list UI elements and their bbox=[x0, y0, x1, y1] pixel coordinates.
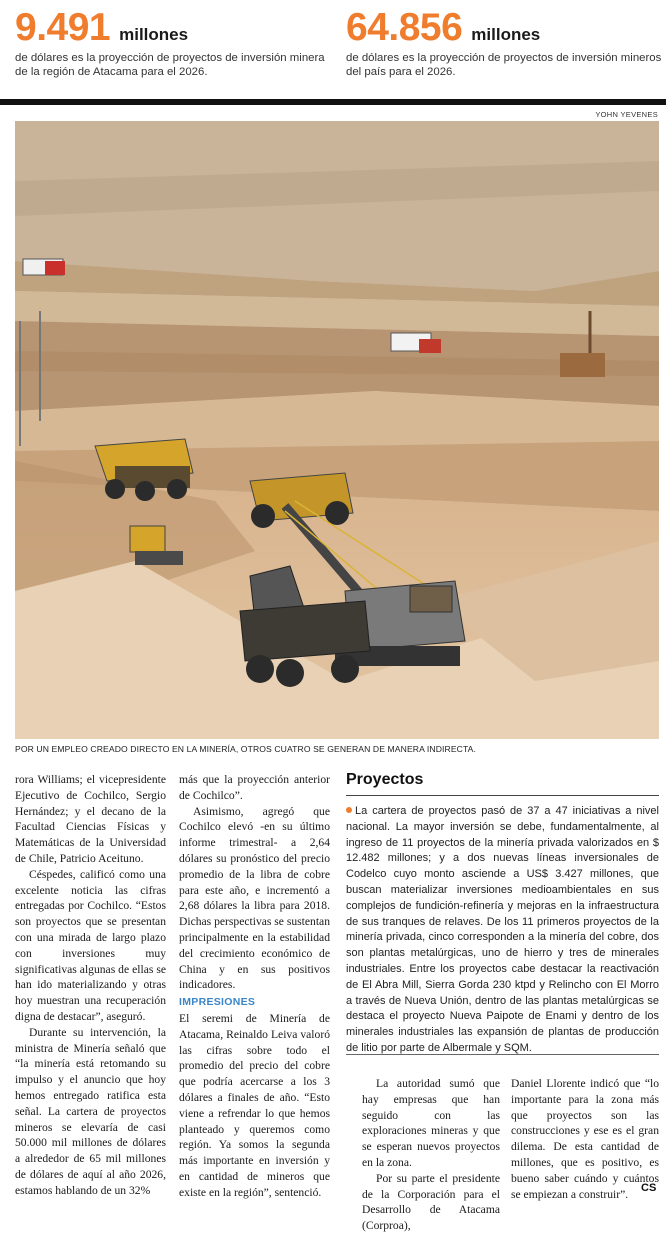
stat-description: de dólares es la proyección de proyectos de inversión minera de la región de Atacama para el 2026. bbox=[15, 52, 325, 78]
box-text: La cartera de proyectos pasó de 37 a 47 iniciativas a nivel nacional. La mayor inversión se debe, fundamentalmente, al ingreso de 11 proyectos de la minería privada valorizados en $ 12.482 millones; y a dos nuevas líneas inversionales de Codelco cuyo monto asciende a US$ 3.427 millones, que buscan materializar inversiones medioambientales en sus complejos de fundición-refinería y mejoras en la infraestructura de sus tranques de relaves. De los 11 primeros proyectos de la minería privada, cinco corresponden a la minería del cobre, dos son plantas metalúrgicas, uno de hierro y tres de minerales industriales. Entre los proyectos cabe destacar la reactivación de El Abra Mill, Sierra Gorda 230 ktpd y Relincho con El Morro a través de Nueva Unión, dentro de las plantas metalúrgicas se destaca el proyecto Nueva Paipote de Enami y dentro de los minerales industriales las expansión de plantas de producción de litio por parte de Albermale y SQM. bbox=[346, 805, 659, 1054]
stat-description: de dólares es la proyección de proyectos de inversión mineros del país para el 2026. bbox=[346, 52, 662, 78]
box-bottom-divider bbox=[346, 1054, 659, 1055]
box-body bbox=[346, 804, 659, 1057]
article-column-4 bbox=[511, 1076, 659, 1202]
stat-number: 9.491 bbox=[15, 6, 111, 49]
box-divider bbox=[346, 795, 659, 796]
article-column-2 bbox=[179, 772, 330, 1201]
paragraph: más que la proyección anterior de Cochilco”. bbox=[179, 773, 330, 802]
subhead-impresiones: IMPRESIONES bbox=[179, 996, 256, 1009]
mining-pit-photo bbox=[15, 121, 659, 739]
paragraph: La autoridad sumó que hay empresas que han seguido con las exploraciones mineras y que se esperan nuevos proyectos en la zona. bbox=[362, 1077, 500, 1169]
paragraph: rora Williams; el vicepresidente Ejecutivo de Cochilco, Sergio Hernández; y el decano de la Facultad Ciencias Físicas y Matemáticas de la Universidad de Chile, Patricio Aceituno. bbox=[15, 773, 166, 865]
stat-unit: millones bbox=[471, 25, 541, 44]
article-column-1 bbox=[15, 772, 166, 1199]
stat-national bbox=[346, 8, 664, 79]
header-divider bbox=[0, 99, 666, 105]
bullet-icon bbox=[346, 807, 352, 813]
end-mark-logo: CS bbox=[641, 1182, 657, 1194]
paragraph: Asimismo, agregó que Cochilco elevó -en su último informe trimestral- a 2,64 dólares su pronóstico del precio promedio de la libra de cobre para este año, e incrementó a 2,68 dólares la libra para 2018. Dichas perspectivas se sustentan principalmente en la estabilidad del crecimiento económico de China y en sus positivos indicadores. bbox=[179, 804, 330, 992]
photo-credit: YOHN YEVENES bbox=[595, 110, 658, 119]
article-column-3 bbox=[362, 1076, 500, 1234]
photo-caption: POR UN EMPLEO CREADO DIRECTO EN LA MINERÍA, OTROS CUATRO SE GENERAN DE MANERA INDIRECTA. bbox=[15, 744, 476, 754]
box-title: Proyectos bbox=[346, 771, 424, 788]
paragraph: Céspedes, calificó como una excelente noticia las cifras entregadas por Cochilco. “Estos son proyectos que se presentan con una mirada de largo plazo con inversiones muy significativas algunas de ellas se han ido materializando y otras hoy muestran una recuperación digna de destacar”, aseguró. bbox=[15, 867, 166, 1023]
stat-atacama bbox=[15, 8, 335, 79]
stat-unit: millones bbox=[119, 25, 189, 44]
paragraph: Daniel Llorente indicó que “lo importante para la zona más que proyectos son las construcciones y ese es el gran dilema. De esta cantidad de millones, que es positivo, es bueno saber cuándo y cuántos se empiezan a construir”. bbox=[511, 1077, 659, 1201]
stat-number: 64.856 bbox=[346, 6, 463, 49]
paragraph: Durante su intervención, la ministra de Minería señaló que “la minería está retomando su impulso y el anuncio que hoy hemos entregado ratifica esta señal. La cartera de proyectos mineros se elevaría de casi 50.000 mil millones de dólares a alrededor de 65 mil millones de dólares de aquí al año 2026, estamos hablando de un 32% bbox=[15, 1025, 166, 1197]
paragraph: Por su parte el presidente de la Corporación para el Desarrollo de Atacama (Corproa), bbox=[362, 1171, 500, 1233]
paragraph: El seremi de Minería de Atacama, Reinaldo Leiva valoró las cifras sobre todo el promedio del precio del cobre que podría acercarse a los 3 dólares a finales de año. “Esto viene a refrendar lo que hemos planteado y queremos como región. Ya somos la segunda más importante en inversión y en cantidad de mineros que existe en la región”, sentenció. bbox=[179, 1011, 330, 1199]
